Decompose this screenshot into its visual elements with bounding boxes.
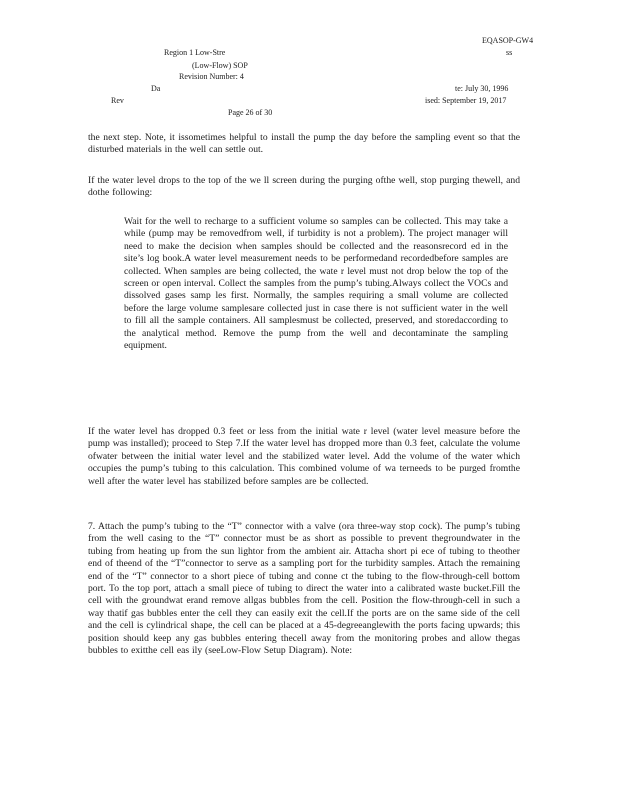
region-tail: ss — [506, 48, 513, 57]
revised-label: Rev — [111, 96, 124, 105]
paragraph-step-7: 7. Attach the pump’s tubing to the “T” connector with a valve (ora three-way stop cock). The pump’s tubing from the well casing to the “T” connector must be as short as possible to prevent thegroundwater in the tubing from heating up from the sun lightor from the ambient air. Attacha short pi ece of tubing to theother end of theend of the “T”connector to serve as a sampling port for the turbidity samples. Attach the remaining end of the “T” connector to a short piece of tubing and conne ct the tubing to the flow-through-cell bottom port. To the top port, attach a small piece of tubing to direct the water into a calibrated waste bucket.Fill the cell with the groundwat erand remove allgas bubbles from the cell. Position the flow-through-cell in such a way thatif gas bubbles enter the cell they can easily exit the cell.If the ports are on the same side of the cell and the cell is cylindrical shape, the cell can be placed at a 45-degreeanglewith the ports facing upwards; this position should keep any gas bubbles entering thecell away from the monitoring probes and allow thegas bubbles to exitthe cell eas ily (seeLow-Flow Setup Diagram). Note: — [88, 521, 520, 657]
paragraph-recharge-instructions: Wait for the well to recharge to a sufficient volume so samples can be collected. This may take a while (pump may be removedfrom well, if turbidity is not a problem). The project manager will need to make the decision when samples should be collected and the reasonsrecord ed in the site’s log book.A water level measurement needs to be performedand recordedbefore samples are collected. When samples are being collected, the wate r level must not drop below the top of the screen or open interval. Collect the samples from the pump’s tubing.Always collect the VOCs and dissolved gases samp les first. Normally, the samples requiring a small volume are collected before the large volume samplesare collected just in case there is not sufficient water in the well to fill all the sample containers. All samplesmust be collected, preserved, and storedaccording to the analytical method. Remove the pump from the well and decontaminate the sampling equipment. — [124, 216, 508, 352]
lowflow-sop: (Low-Flow) SOP — [192, 61, 248, 70]
date-label: Da — [151, 84, 161, 93]
revision-number: Revision Number: 4 — [179, 72, 244, 81]
doc-code: EQASOP-GW4 — [482, 36, 534, 45]
paragraph-water-level-dropped: If the water level has dropped 0.3 feet or less from the initial wate r level (water level measure before the pump was installed); proceed to Step 7.If the water level has dropped more than 0.3 feet, calculate the volume ofwater between the initial water level and the stabilized water level. Add the volume of the water which occupies the pump’s tubing to this calculation. This combined volume of wa terneeds to be purged fromthe well after the water level has stabilized before samples are be collected. — [88, 426, 520, 487]
revised-value: ised: September 19, 2017 — [425, 96, 507, 105]
page-number: Page 26 of 30 — [228, 108, 273, 117]
region-line: Region 1 Low-Stre — [164, 48, 226, 57]
date-value: te: July 30, 1996 — [455, 84, 509, 93]
paragraph-water-level-drops: If the water level drops to the top of the we ll screen during the purging ofthe well, stop purging thewell, and dothe following: — [88, 175, 520, 199]
paragraph-next-step: the next step. Note, it issometimes helpful to install the pump the day before the sampling event so that the disturbed materials in the well can settle out. — [88, 132, 520, 156]
